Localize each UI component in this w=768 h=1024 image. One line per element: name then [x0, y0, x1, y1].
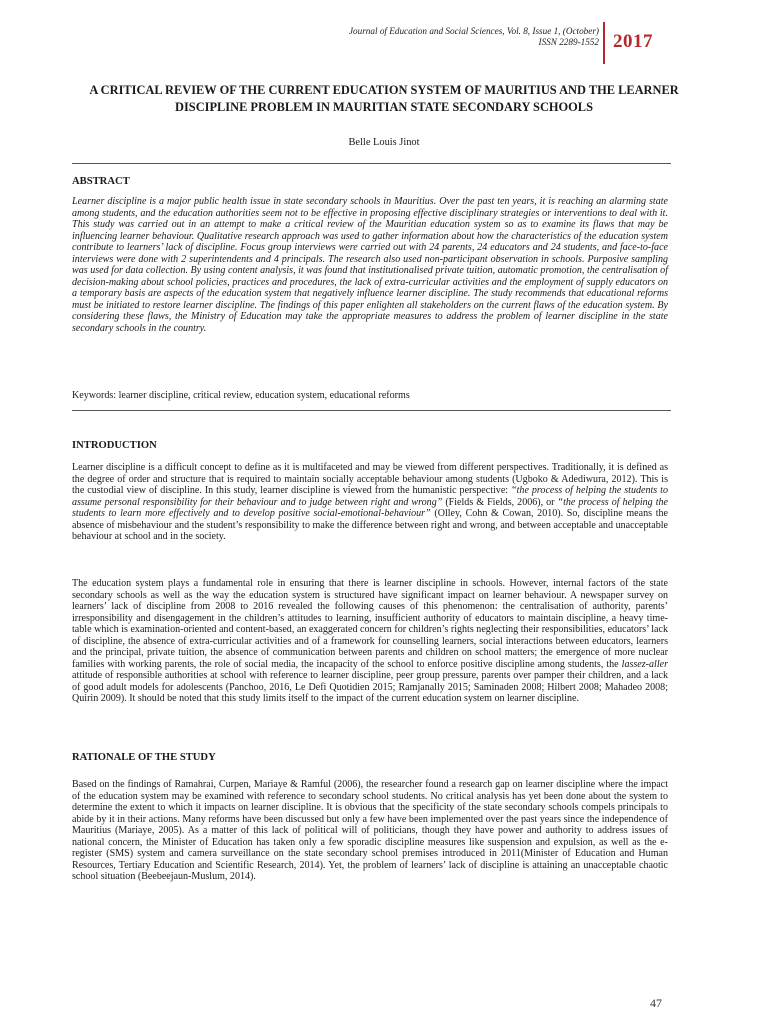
intro-p1-text-a: Learner discipline is a difficult concept to define as it is multifaceted and may be viewed from different perspectives. Traditionally, it is defined as the degree of order and structure that is required to maintain socially acceptable behaviour among students (Ugboko & Adediwura, 2012). This is the custodial view of discipline. In this study, learner discipline is viewed from the humanistic perspective:: [72, 462, 668, 497]
intro-p1-text-b: (Fields & Fields, 2006), or: [442, 496, 558, 508]
rationale-heading: RATIONALE OF THE STUDY: [72, 752, 216, 763]
journal-issn: ISSN 2289-1552: [538, 37, 599, 47]
introduction-paragraph-2: [72, 578, 668, 705]
intro-p1-text-c: (Olley, Cohn & Cowan, 2010). So, discipline means the absence of misbehaviour and the student’s responsibility to make the difference between right and wrong, and between acceptable and unacceptable behaviour at school and in the society.: [72, 508, 668, 543]
rationale-paragraph: Based on the findings of Ramahrai, Curpen, Mariaye & Ramful (2006), the researcher found a research gap on learner discipline where the impact of the education system may be examined with reference to secondary school students. No critical analysis has yet been done about the system to determine the extent to which it impacts on learner discipline. It is obvious that the specificity of the state secondary schools compels principals to abide by it in their actions. Many reforms have been discussed but only a few have been implemented over the past years since the independence of Mauritius (Mariaye, 2005). As a matter of this lack of political will of politicians, though they have power and authority to address issues of national concern, the Minister of Education has taken only a few sporadic discipline measures like suspension and expulsion, as well as the e-register (SMS) system and camera surveillance on the state secondary school premises introduced in 2011(Minister of Education and Human Resources, Tertiary Education and Scientific Research, 2014). Yet, the problem of learners’ lack of discipline is attaining an unacceptable chaotic school situation (Beebeejaun-Muslum, 2014).: [72, 779, 668, 883]
abstract-heading: ABSTRACT: [72, 176, 130, 187]
keywords: Keywords: learner discipline, critical review, education system, educational reforms: [72, 390, 410, 401]
journal-header: [0, 22, 768, 64]
intro-p1-quote-1: “the process of helping the students to assume personal responsibility for their behaviour and to judge between right and wrong”: [72, 485, 668, 508]
header-divider: [603, 22, 605, 64]
intro-p2-text-a: The education system plays a fundamental role in ensuring that there is learner discipline in schools. However, internal factors of the state secondary schools as well as the way the education system is structured have significant impact on learner behaviour. A newspaper survey on learners’ lack of discipline from 2008 to 2016 revealed the following causes of this phenomenon: the centralisation of authority, parents’ irresponsibility and disengagement in the children’s attitudes to learning, insufficient authority of educators to maintain discipline, a heavy time-table which is examination-oriented and content-based, an exaggerated concern for children’s rights neglecting their responsibilities, educators’ lack of discipline, the absence of extra-curricular activities and of a framework for counselling learners, social interactions between educators, learners and the principal, private tuition, the absence of communication between parents and children on school matters; the emergence of more nuclear families with working parents, the role of social media, the incapacity of the school to enforce positive discipline among students, the: [72, 578, 668, 670]
intro-p1-quote-2: “the process of helping the students to learn more effectively and to develop positive social-emotional-behaviour”: [72, 496, 668, 520]
intro-p2-emphasis: lassez-aller: [621, 658, 668, 670]
journal-info: [349, 26, 599, 48]
paper-title: A CRITICAL REVIEW OF THE CURRENT EDUCATION SYSTEM OF MAURITIUS AND THE LEARNER DISCIPLINE PROBLEM IN MAURITIAN STATE SECONDARY SCHOOLS: [89, 83, 679, 114]
abstract-top-rule: [72, 163, 671, 164]
intro-p2-text-b: attitude of responsible authorities at school with reference to learner discipline, peer group pressure, parents over pamper their children, and a lack of good adult models for adolescents (Panchoo, 2016, Le Defi Quotidien 2015; Ramjanally 2015; Saminaden 2008; Hilbert 2008; Mahadeo 2008; Quirin 2009). It should be noted that this study limits itself to the impact of the current education system on learner discipline.: [72, 670, 668, 705]
journal-year: 2017: [613, 31, 653, 52]
author-name: Belle Louis Jinot: [348, 137, 420, 148]
introduction-heading: INTRODUCTION: [72, 440, 157, 451]
abstract-text: Learner discipline is a major public health issue in state secondary schools in Mauritius. Over the past ten years, it is reaching an alarming state among students, and the education authorities seem not to be effective in proposing effective disciplinary strategies or interventions to deal with it. This study was carried out in an attempt to make a critical review of the Mauritian education system so as to examine its flaws that may be influencing learner behaviour. Qualitative research approach was used to gather information about how the characteristics of the education system contribute to learners’ lack of discipline. Focus group interviews were carried out with 24 parents, 24 educators and 24 students, and face-to-face interviews were done with 2 superintendents and 4 principals. The research also used non-participant observation in schools. Purposive sampling was used for data collection. By using content analysis, it was found that institutionalised private tuition, automatic promotion, the centralisation of decision-making about school policies, practices and procedures, the lack of extra-curricular activities and the employment of supply educators on a temporary basis are aspects of the education system that negatively influence learner discipline. The study recommends that educational reforms must be initiated to restore learner discipline. The findings of this paper enlighten all stakeholders on the current flaws of the education system. By considering these flaws, the Ministry of Education may take the appropriate measures to address the problem of learner discipline in the state secondary schools in the country.: [72, 196, 668, 335]
introduction-paragraph-1: [72, 462, 668, 543]
abstract-bottom-rule: [72, 410, 671, 411]
journal-citation: Journal of Education and Social Sciences, Vol. 8, Issue 1, (October): [348, 26, 599, 36]
page-number: 47: [650, 996, 662, 1010]
